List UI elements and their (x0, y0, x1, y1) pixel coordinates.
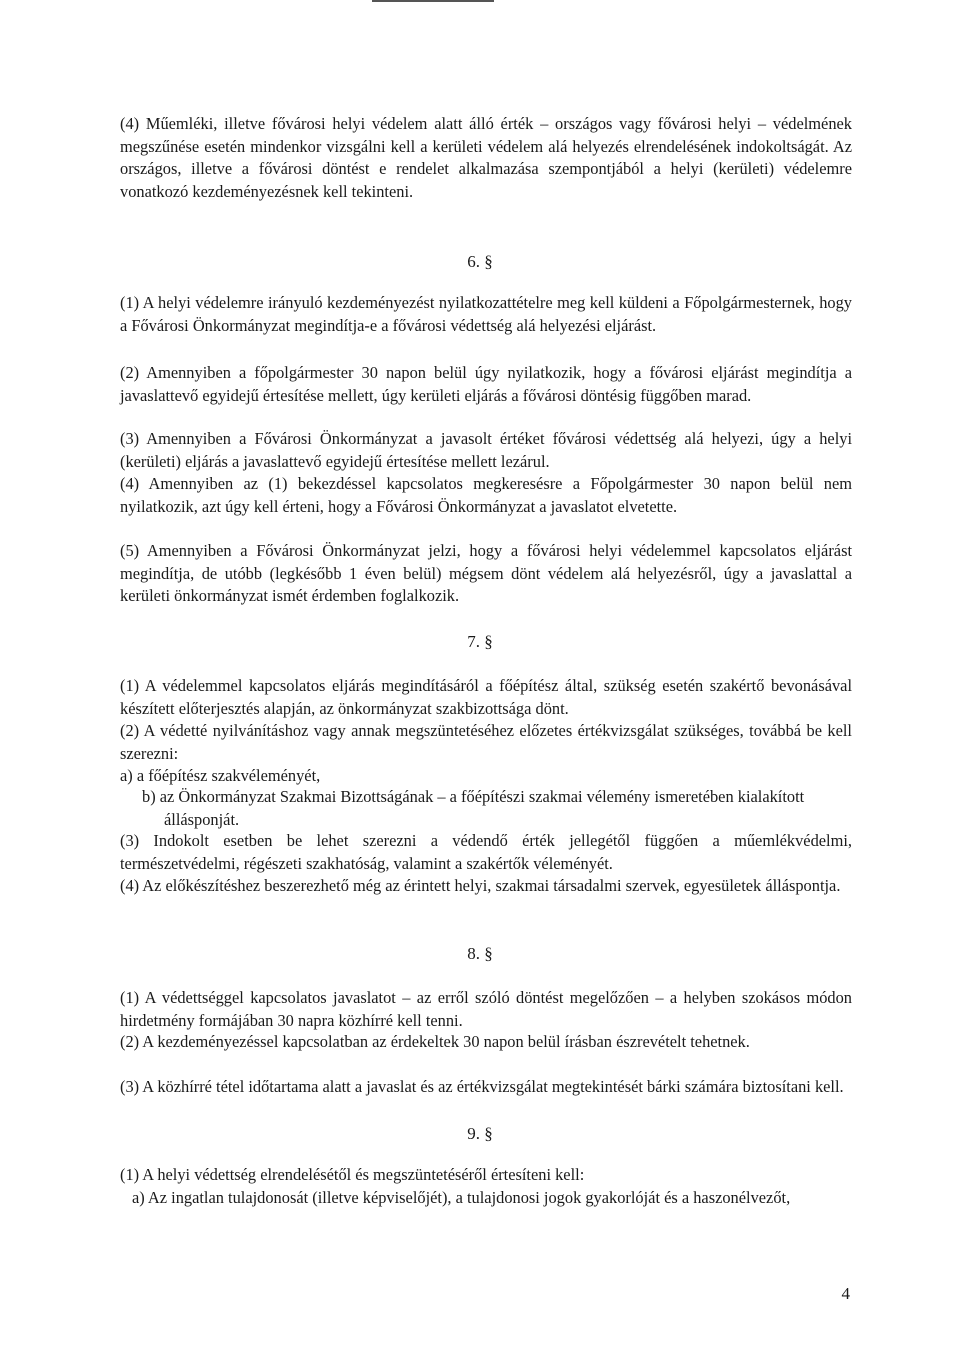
s7-item-b: b) az Önkormányzat Szakmai Bizottságának – a főépítészi szakmai vélemény ismeretében kialakított állásponját. (142, 787, 805, 829)
s9-paragraph-1: (1) A helyi védettség elrendelésétől és megszüntetéséről értesíteni kell: (120, 1165, 585, 1184)
page-number: 4 (841, 1284, 850, 1303)
s6-paragraph-5: (5) Amennyiben a Fővárosi Önkormányzat jelzi, hogy a fővárosi helyi védelemmel kapcsolatos eljárást megindítja, de utóbb (legkésőbb 1 éven belül) mégsem dönt védelem alá helyezésről, úgy a javaslattal a kerületi önkormányzat ismét érdemben foglalkozik. (120, 541, 852, 606)
section-6-heading: 6. § (467, 252, 493, 271)
s7-item-a: a) a főépítész szakvéleményét, (120, 766, 321, 785)
s8-paragraph-2: (2) A kezdeményezéssel kapcsolatban az érdekeltek 30 napon belül írásban észrevételt tehetnek. (120, 1032, 750, 1051)
s7-paragraph-3: (3) Indokolt esetben be lehet szerezni a védendő érték jellegétől függően a műemlékvédelmi, természetvédelmi, régészeti szakhatóság, valamint a szakértők véleményét. (120, 831, 852, 873)
section-9-heading: 9. § (467, 1124, 493, 1143)
s9-item-a: a) Az ingatlan tulajdonosát (illetve képviselőjét), a tulajdonosi jogok gyakorlóját és a haszonélvezőt, (132, 1188, 791, 1207)
s6-paragraph-3: (3) Amennyiben a Fővárosi Önkormányzat a javasolt értéket fővárosi védettség alá helyezi, úgy a helyi (kerületi) eljárás a javaslattevő egyidejű értesítése mellett lezárul. (120, 429, 852, 471)
s6-paragraph-2: (2) Amennyiben a főpolgármester 30 napon belül úgy nyilatkozik, hogy a fővárosi eljárást megindítja a javaslattevő egyidejű értesítése mellett, úgy kerületi eljárás a fővárosi döntésig függőben marad. (120, 363, 852, 405)
section-7-heading: 7. § (467, 632, 493, 651)
s7-paragraph-4: (4) Az előkészítéshez beszerezhető még az érintett helyi, szakmai társadalmi szervek, egyesületek álláspontja. (120, 876, 841, 895)
s8-paragraph-3: (3) A közhírré tétel időtartama alatt a javaslat és az értékvizsgálat megtekintését bárki számára biztosítani kell. (120, 1077, 844, 1096)
paragraph-4-intro: (4) Műemléki, illetve fővárosi helyi védelem alatt álló érték – országos vagy fővárosi helyi – védelmének megszűnése esetén mindenkor vizsgálni kell a kerületi védelem alá helyezés elrendelésének indokoltságát. Az országos, illetve a fővárosi döntést e rendelet alkalmazása szempontjából a helyi (kerületi) védelemre vonatkozó kezdeményezésnek kell tekinteni. (120, 114, 852, 201)
section-8-heading: 8. § (467, 944, 493, 963)
top-edge-mark (372, 0, 494, 2)
s8-paragraph-1: (1) A védettséggel kapcsolatos javaslatot – az erről szóló döntést megelőzően – a helyben szokásos módon hirdetmény formájában 30 napra közhírré kell tenni. (120, 988, 852, 1030)
s7-paragraph-2: (2) A védetté nyilvánításhoz vagy annak megszüntetéséhez előzetes értékvizsgálat szükséges, továbbá be kell szerezni: (120, 721, 852, 763)
s6-paragraph-1: (1) A helyi védelemre irányuló kezdeményezést nyilatkozattételre meg kell küldeni a Főpolgármesternek, hogy a Fővárosi Önkormányzat megindítja-e a fővárosi védettség alá helyezési eljárást. (120, 293, 852, 335)
s7-paragraph-1: (1) A védelemmel kapcsolatos eljárás megindításáról a főépítész által, szükség esetén szakértő bevonásával készített előterjesztés alapján, az önkormányzat szakbizottsága dönt. (120, 676, 852, 718)
s6-paragraph-4: (4) Amennyiben az (1) bekezdéssel kapcsolatos megkeresésre a Főpolgármester 30 napon belül nem nyilatkozik, azt úgy kell érteni, hogy a Fővárosi Önkormányzat a javaslatot elvetette. (120, 474, 852, 516)
